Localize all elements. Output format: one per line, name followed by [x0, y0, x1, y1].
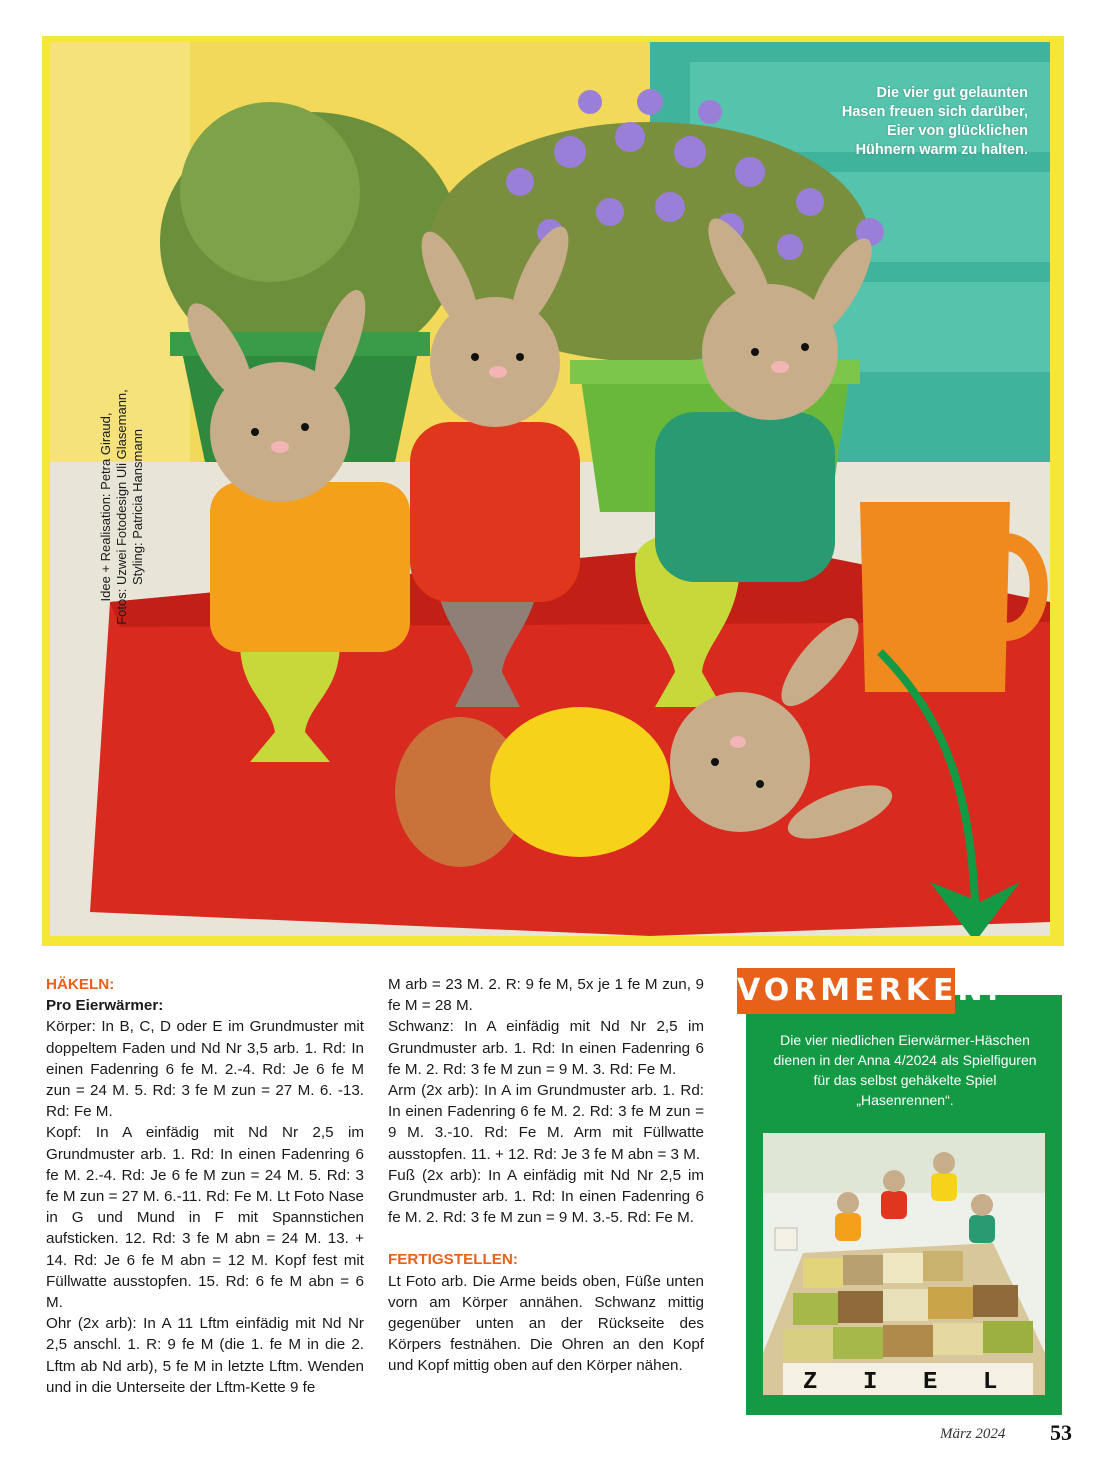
instruction-paragraph: Fuß (2x arb): In A einfädig mit Nd Nr 2,5 im Grundmuster arb. 1. Rd: In einen Fadenring 6 fe M. 2. Rd: 3 fe M zun = 9 M. 3.-5. Rd: Fe M.: [388, 1166, 704, 1227]
subheading: Pro Eierwärmer:: [46, 997, 164, 1015]
issue-date: März 2024: [940, 1426, 1006, 1442]
section-heading: HÄKELN:: [46, 976, 115, 993]
photo-caption: [842, 84, 1028, 160]
main-photo: [50, 42, 1050, 936]
board-letter: Z: [803, 1369, 818, 1395]
section-heading: FERTIGSTELLEN:: [388, 1251, 518, 1269]
photo-frame: [42, 36, 1064, 946]
caption-line: Die vier gut gelaunten: [876, 85, 1028, 101]
spacer: [388, 1228, 704, 1249]
instruction-paragraph: Körper: In B, C, D oder E im Grundmuster mit doppeltem Faden und Nd Nr 3,5 arb. 1. Rd: In einen Fadenring 6 fe M. 2.-4. Rd: Je 6 fe M zun = 24 M. 5. Rd: 3 fe M zun = 27 M. 6. -13. Rd: Fe M.: [46, 1018, 364, 1121]
instructions-column-2: [388, 974, 704, 1377]
instruction-paragraph: Ohr (2x arb): In A 11 Lftm einfädig mit Nd Nr 2,5 anschl. 1. R: 9 fe M (die 1. fe M in die 2. Lftm ab Nd arb), 5 fe M in letzte Lftm. Wenden und in die Unterseite der Lftm-Kette 9 fe: [46, 1315, 364, 1396]
credit-line: Styling: Patricia Hansmann: [130, 428, 145, 586]
game-board-photo: [763, 1133, 1045, 1395]
instructions-column-1: [46, 974, 364, 1398]
photo-credit: [98, 357, 146, 657]
board-letter: L: [983, 1369, 998, 1395]
vormerken-text: Die vier niedlichen Eierwärmer-Häschen dienen in der Anna 4/2024 als Spielfiguren für das selbst gehäkelte Spiel „Hasenrennen“.: [773, 1032, 1037, 1108]
caption-line: Hühnern warm zu halten.: [855, 142, 1028, 158]
page-number: 53: [1050, 1420, 1072, 1445]
instruction-paragraph: Kopf: In A einfädig mit Nd Nr 2,5 im Grundmuster arb. 1. Rd: In einen Fadenring 6 fe M. 2.-4. Rd: Je 6 fe M zun = 24 M. 5. Rd: 3 fe M zun = 27 M. 6.-11. Rd: Fe M. Lt Foto Nase in G und Mund in F mit Spannstichen aufsticken. 12. Rd: 3 fe M abn = 24 M. 13. + 14. Rd: Je 6 fe M abn = 12 M. Kopf fest mit Füllwatte ausstopfen. 15. Rd: 6 fe M abn = 6 M.: [46, 1124, 364, 1312]
credit-line: Fotos: Uzwei Fotodesign Uli Glasemann,: [114, 389, 129, 625]
credit-line: Idee + Realisation: Petra Giraud,: [98, 412, 113, 602]
instruction-paragraph: Lt Foto arb. Die Arme beids oben, Füße unten vorn am Körper annähen. Schwanz mittig gegenüber unten an der Rückseite des Körpers festnähen. Die Ohren an den Kopf und Kopf mittig oben auf den Körper nähen.: [388, 1272, 704, 1375]
board-letter: E: [923, 1369, 938, 1395]
vormerken-title: VORMERKEN:: [737, 968, 955, 1014]
caption-line: Eier von glücklichen: [886, 123, 1028, 139]
caption-line: Hasen freuen sich darüber,: [841, 104, 1028, 120]
instruction-paragraph: M arb = 23 M. 2. R: 9 fe M, 5x je 1 fe M zun, 9 fe M = 28 M.: [388, 976, 704, 1015]
instruction-paragraph: Arm (2x arb): In A im Grundmuster arb. 1. Rd: In einen Fadenring 6 fe M. 2. Rd: 3 fe M zun = 9 M. 3.-10. Rd: Fe M. Arm mit Füllwatte ausstopfen. 11. + 12. Rd: Je 3 fe M abn = 3 M.: [388, 1082, 704, 1163]
instruction-paragraph: Schwanz: In A einfädig mit Nd Nr 2,5 im Grundmuster arb. 1. Rd: In einen Fadenring 6 fe M. 2. Rd: 3 fe M zun = 9 M. 3. Rd: Fe M.: [388, 1018, 704, 1078]
board-letter: I: [863, 1369, 878, 1395]
game-board-illustration: [763, 1133, 1045, 1395]
bunny-egg-warmers-photo: [50, 42, 1050, 936]
